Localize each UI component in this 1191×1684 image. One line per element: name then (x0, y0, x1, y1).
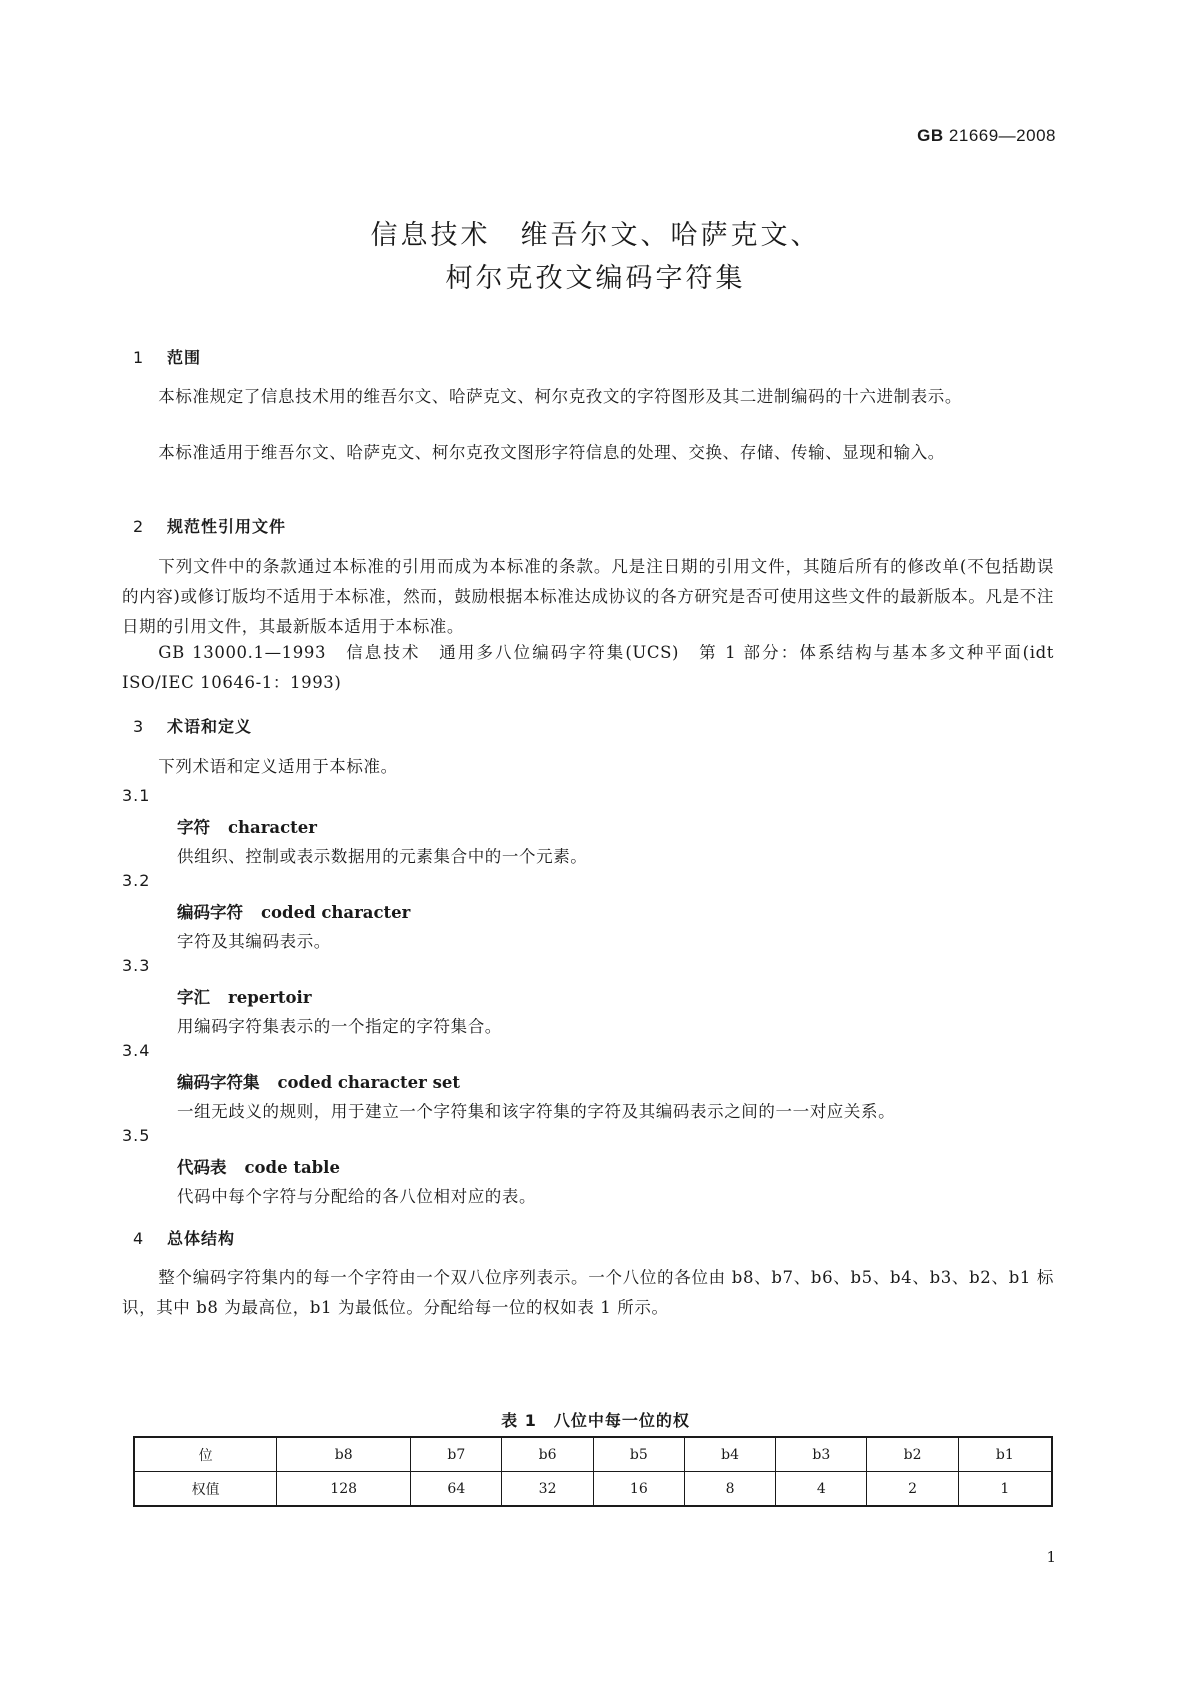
section-number: 1 (133, 348, 145, 367)
table-cell: 1 (958, 1472, 1052, 1507)
table-cell: 权值 (134, 1472, 277, 1507)
section-heading-2 (133, 514, 286, 537)
table-cell: b1 (958, 1437, 1052, 1472)
table-cell: b4 (684, 1437, 775, 1472)
term-en: coded character set (277, 1073, 460, 1092)
clause-number: 3.2 (122, 871, 151, 890)
term-en: coded character (261, 903, 411, 922)
term-entry (177, 1069, 460, 1093)
table-row (134, 1472, 1052, 1507)
table-row (134, 1437, 1052, 1472)
clause-number: 3.4 (122, 1041, 151, 1060)
table-cell: b3 (776, 1437, 867, 1472)
document-title-line2: 柯尔克孜文编码字符集 (445, 263, 746, 294)
table-cell: 16 (593, 1472, 684, 1507)
table-cell: b6 (502, 1437, 593, 1472)
section-heading-1 (133, 345, 201, 368)
term-definition: 用编码字符集表示的一个指定的字符集合。 (177, 1017, 502, 1036)
term-definition: 一组无歧义的规则，用于建立一个字符集和该字符集的字符及其编码表示之间的一一对应关系。 (177, 1102, 896, 1121)
table-cell: b7 (411, 1437, 502, 1472)
paragraph: 本标准适用于维吾尔文、哈萨克文、柯尔克孜文图形字符信息的处理、交换、存储、传输、显现和输入。 (158, 443, 945, 462)
table-cell: b2 (867, 1437, 958, 1472)
page-number: 1 (1046, 1548, 1056, 1566)
term-zh: 编码字符集 (177, 1073, 260, 1092)
standard-prefix: GB (917, 126, 944, 145)
table-cell: b8 (277, 1437, 411, 1472)
document-title-line1: 信息技术 维吾尔文、哈萨克文、 (370, 220, 821, 251)
standard-code (917, 126, 1056, 146)
term-definition: 字符及其编码表示。 (177, 932, 331, 951)
clause-number: 3.3 (122, 956, 151, 975)
paragraph: 整个编码字符集内的每一个字符由一个双八位序列表示。一个八位的各位由 b8、b7、b6、b5、b4、b3、b2、b1 标识，其中 b8 为最高位，b1 为最低位。分配给每一位的权如表 1 所示。 (122, 1268, 1054, 1317)
table-cell: 位 (134, 1437, 277, 1472)
term-entry (177, 984, 312, 1008)
table-cell: b5 (593, 1437, 684, 1472)
term-zh: 字汇 (177, 988, 210, 1007)
term-zh: 字符 (177, 818, 210, 837)
term-en: character (228, 818, 317, 837)
section-number: 3 (133, 717, 145, 736)
section-title: 术语和定义 (167, 717, 253, 736)
clause-number: 3.5 (122, 1126, 151, 1145)
term-definition: 代码中每个字符与分配给的各八位相对应的表。 (177, 1187, 537, 1206)
table-cell: 2 (867, 1472, 958, 1507)
paragraph: 下列文件中的条款通过本标准的引用而成为本标准的条款。凡是注日期的引用文件，其随后所有的修改单(不包括勘误的内容)或修订版均不适用于本标准，然而，鼓励根据本标准达成协议的各方研究是否可使用这些文件的最新版本。凡是不注日期的引用文件，其最新版本适用于本标准。 (122, 557, 1054, 636)
clause-number: 3.1 (122, 786, 151, 805)
section-heading-4 (133, 1226, 235, 1249)
term-en: repertoir (228, 988, 312, 1007)
table-cell: 128 (277, 1472, 411, 1507)
term-entry (177, 814, 317, 838)
section-heading-3 (133, 714, 252, 737)
term-entry (177, 899, 410, 923)
section-title: 总体结构 (167, 1229, 236, 1248)
table-cell: 4 (776, 1472, 867, 1507)
term-definition: 供组织、控制或表示数据用的元素集合中的一个元素。 (177, 847, 588, 866)
normative-reference: GB 13000.1—1993 信息技术 通用多八位编码字符集(UCS) 第 1 部分：体系结构与基本多文种平面(idt ISO/IEC 10646-1：1993) (122, 643, 1054, 692)
term-entry (177, 1154, 340, 1178)
section-number: 2 (133, 517, 145, 536)
standard-number: 21669—2008 (948, 126, 1056, 145)
section-title: 范围 (167, 348, 202, 367)
bit-weight-table (133, 1436, 1053, 1507)
term-zh: 代码表 (177, 1158, 227, 1177)
section-title: 规范性引用文件 (167, 517, 287, 536)
paragraph: 下列术语和定义适用于本标准。 (158, 757, 398, 776)
section-number: 4 (133, 1229, 145, 1248)
table-cell: 8 (684, 1472, 775, 1507)
term-en: code table (244, 1158, 340, 1177)
table-cell: 64 (411, 1472, 502, 1507)
table-caption: 表 1 八位中每一位的权 (501, 1411, 690, 1430)
paragraph: 本标准规定了信息技术用的维吾尔文、哈萨克文、柯尔克孜文的字符图形及其二进制编码的十六进制表示。 (158, 387, 962, 406)
term-zh: 编码字符 (177, 903, 243, 922)
table-cell: 32 (502, 1472, 593, 1507)
